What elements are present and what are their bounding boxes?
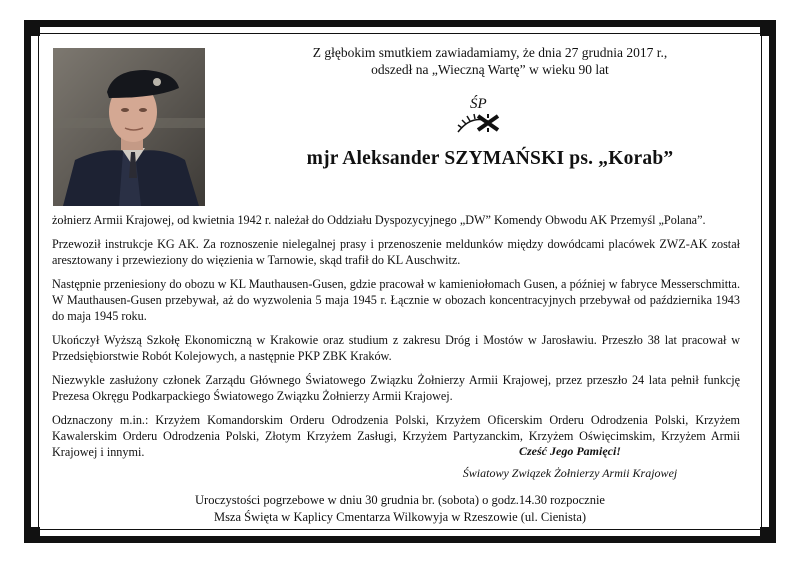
- biography-paragraph: żołnierz Armii Krajowej, od kwietnia 1942 r. należał do Oddziału Dyspozycyjnego „DW” Komendy Obwodu AK Przemyśl „Polana”.: [52, 213, 706, 227]
- ceremony-line-2: Msza Święta w Kaplicy Cmentarza Wilkowyja w Rzeszowie (ul. Cienista): [213, 510, 587, 524]
- announcement-header: [220, 44, 760, 78]
- frame-corner-top-left: [24, 20, 40, 36]
- frame-corner-bottom-left: [24, 527, 40, 543]
- frame-corner-bottom-right: [760, 527, 776, 543]
- biography-paragraph: Następnie przeniesiony do obozu w KL Mauthausen-Gusen, gdzie pracował w kamieniołomach Gusen, a później w fabryce Messerschmitta. W Mauthausen-Gusen przebywał, aż do wyzwolenia 5 maja 1945 r. Łącznie w obozach koncentracyjnych przebywał od października 1943 do maja 1945 roku.: [52, 277, 740, 323]
- biography-paragraph: Ukończył Wyższą Szkołę Ekonomiczną w Krakowie oraz studium z zakresu Dróg i Mostów w Jarosławiu. Przeszło 38 lat pracował w Przedsiębiorstwie Robót Kolejowych, a następnie PKP ZBK Kraków.: [52, 333, 740, 363]
- announcement-line-2: odszedł na „Wieczną Wartę” w wieku 90 lat: [371, 62, 609, 77]
- portrait-illustration: [53, 48, 205, 206]
- biography-paragraph: Niezwykle zasłużony członek Zarządu Głównego Światowego Związku Żołnierzy Armii Krajowej, przez przeszło 24 lata pełnił funkcję Prezesa Okręgu Podkarpackiego Światowego Związku Żołnierzy Armii Krajowej.: [52, 373, 740, 403]
- biography-paragraph: Odznaczony m.in.: Krzyżem Komandorskim Orderu Odrodzenia Polski, Krzyżem Oficerskim Orderu Odrodzenia Polski, Krzyżem Kawalerskim Orderu Odrodzenia Polski, Złotym Krzyżem Zasługi, Krzyżem Partyzanckim, Krzyżem Oświęcimskim, Krzyżem Armii Krajowej i innymi.: [52, 413, 740, 459]
- funeral-ceremony-info: [150, 492, 650, 526]
- ceremony-line-1: Uroczystości pogrzebowe w dniu 30 grudnia br. (sobota) o godz.14.30 rozpocznie: [195, 493, 605, 507]
- announcement-line-1: Z głębokim smutkiem zawiadamiamy, że dnia 27 grudnia 2017 r.,: [312, 45, 668, 60]
- biography: [52, 212, 740, 468]
- portrait-photo: [53, 48, 205, 206]
- deceased-name: mjr Aleksander SZYMAŃSKI ps. „Korab”: [306, 148, 674, 169]
- sp-cross-branch-icon: [448, 92, 512, 138]
- emblem-text: ŚP: [470, 96, 487, 112]
- organization-signature: Światowy Związek Żołnierzy Armii Krajowej: [462, 466, 678, 480]
- memorial-motto: Cześć Jego Pamięci!: [519, 444, 621, 458]
- frame-corner-top-right: [760, 20, 776, 36]
- biography-paragraph: Przewoził instrukcje KG AK. Za roznoszenie nielegalnej prasy i przenoszenie meldunków między dowódcami placówek ZWZ-AK został aresztowany i przewieziony do więzienia w Tarnowie, skąd trafił do KL Auschwitz.: [52, 237, 740, 267]
